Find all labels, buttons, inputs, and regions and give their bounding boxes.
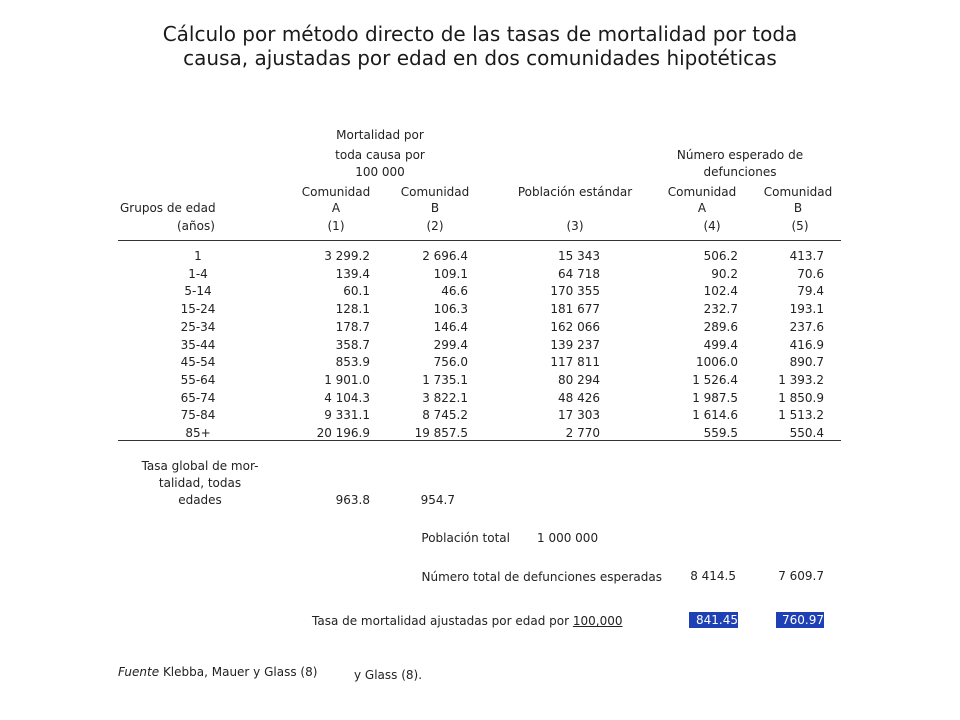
cell-age: 1 bbox=[194, 249, 202, 263]
col5-header-2: B bbox=[793, 201, 803, 215]
numero-total-label: Número total de defunciones esperadas bbox=[421, 570, 662, 584]
cell-c4: 506.2 bbox=[703, 249, 738, 263]
cell-c4: 102.4 bbox=[703, 284, 738, 298]
cell-c1: 139.4 bbox=[335, 267, 370, 281]
cell-c2: 3 822.1 bbox=[422, 391, 468, 405]
cell-c1: 1 901.0 bbox=[324, 373, 370, 387]
cell-c2: 8 745.2 bbox=[422, 408, 468, 422]
tasa-ajustada-c5: 760.97 bbox=[776, 612, 824, 628]
tasa-global-c2: 954.7 bbox=[420, 493, 455, 507]
cell-c3: 15 343 bbox=[558, 249, 600, 263]
fuente-label: Fuente bbox=[118, 665, 160, 679]
cell-c2: 19 857.5 bbox=[414, 426, 468, 440]
cell-c1: 178.7 bbox=[335, 320, 370, 334]
cell-c5: 79.4 bbox=[797, 284, 824, 298]
cell-c5: 890.7 bbox=[789, 355, 824, 369]
cell-c1: 20 196.9 bbox=[316, 426, 370, 440]
header-esperado-2: defunciones bbox=[703, 165, 777, 179]
cell-age: 5-14 bbox=[184, 284, 212, 298]
cell-c4: 232.7 bbox=[703, 302, 738, 316]
col5-header-1: Comunidad bbox=[763, 185, 833, 199]
cell-c4: 1 987.5 bbox=[692, 391, 738, 405]
cell-c1: 358.7 bbox=[335, 338, 370, 352]
cell-c5: 1 513.2 bbox=[778, 408, 824, 422]
cell-age: 15-24 bbox=[180, 302, 216, 316]
cell-c5: 1 393.2 bbox=[778, 373, 824, 387]
page-title: Cálculo por método directo de las tasas de mortalidad por toda causa, ajustadas por edad en dos comunidades hipotéticas bbox=[162, 22, 798, 70]
cell-c4: 1006.0 bbox=[696, 355, 738, 369]
cell-c4: 1 614.6 bbox=[692, 408, 738, 422]
cell-c2: 106.3 bbox=[433, 302, 468, 316]
body-rule bbox=[118, 440, 841, 441]
cell-c2: 756.0 bbox=[433, 355, 468, 369]
cell-c3: 17 303 bbox=[558, 408, 600, 422]
numero-total-c5: 7 609.7 bbox=[778, 569, 824, 583]
cell-c3: 48 426 bbox=[558, 391, 600, 405]
cell-c1: 60.1 bbox=[343, 284, 370, 298]
cell-c3: 181 677 bbox=[550, 302, 600, 316]
cell-c5: 550.4 bbox=[789, 426, 824, 440]
cell-c5: 416.9 bbox=[789, 338, 824, 352]
cell-c1: 9 331.1 bbox=[324, 408, 370, 422]
cell-age: 85+ bbox=[185, 426, 211, 440]
fuente-line bbox=[118, 665, 317, 679]
col1-header-2: A bbox=[331, 201, 341, 215]
cell-c5: 193.1 bbox=[789, 302, 824, 316]
col2-header-1: Comunidad bbox=[400, 185, 470, 199]
cell-c2: 46.6 bbox=[441, 284, 468, 298]
cell-c1: 853.9 bbox=[335, 355, 370, 369]
cell-c2: 1 735.1 bbox=[422, 373, 468, 387]
cell-c4: 90.2 bbox=[711, 267, 738, 281]
col2-header-2: B bbox=[430, 201, 440, 215]
cell-age: 75-84 bbox=[180, 408, 216, 422]
tasa-ajustada-label: Tasa de mortalidad ajustadas por edad por 100,000 bbox=[312, 614, 623, 628]
cell-c3: 64 718 bbox=[558, 267, 600, 281]
tasa-ajustada-c4: 841.45 bbox=[689, 612, 738, 628]
cell-c4: 499.4 bbox=[703, 338, 738, 352]
col5-header-3: (5) bbox=[791, 219, 809, 233]
col4-header-1: Comunidad bbox=[667, 185, 737, 199]
col2-header-3: (2) bbox=[426, 219, 444, 233]
cell-c5: 413.7 bbox=[789, 249, 824, 263]
tasa-global-label-1: Tasa global de mor- bbox=[141, 459, 259, 473]
cell-c2: 146.4 bbox=[433, 320, 468, 334]
col3-header-2: (3) bbox=[566, 219, 584, 233]
cell-c4: 289.6 bbox=[703, 320, 738, 334]
cell-c5: 1 850.9 bbox=[778, 391, 824, 405]
tasa-ajustada-per: 100,000 bbox=[572, 614, 623, 628]
header-mortalidad-2: toda causa por bbox=[335, 148, 425, 162]
fuente-extra: y Glass (8). bbox=[354, 668, 423, 682]
col1-header-1: Comunidad bbox=[301, 185, 371, 199]
fuente-text: Klebba, Mauer y Glass (8) bbox=[162, 665, 318, 679]
cell-c4: 1 526.4 bbox=[692, 373, 738, 387]
cell-c5: 237.6 bbox=[789, 320, 824, 334]
col1-header-3: (1) bbox=[327, 219, 345, 233]
header-mortalidad-3: 100 000 bbox=[355, 165, 405, 179]
cell-age: 25-34 bbox=[180, 320, 216, 334]
cell-c1: 128.1 bbox=[335, 302, 370, 316]
poblacion-total-label: Población total bbox=[421, 531, 510, 545]
cell-c4: 559.5 bbox=[703, 426, 738, 440]
numero-total-c4: 8 414.5 bbox=[690, 569, 736, 583]
cell-c3: 80 294 bbox=[558, 373, 600, 387]
cell-c3: 117 811 bbox=[550, 355, 600, 369]
poblacion-total-value: 1 000 000 bbox=[537, 531, 599, 545]
cell-c3: 170 355 bbox=[550, 284, 600, 298]
cell-age: 65-74 bbox=[180, 391, 216, 405]
cell-age: 55-64 bbox=[180, 373, 216, 387]
tasa-global-c1: 963.8 bbox=[335, 493, 370, 507]
col4-header-3: (4) bbox=[703, 219, 721, 233]
cell-c1: 3 299.2 bbox=[324, 249, 370, 263]
grupos-de-edad-label: Grupos de edad bbox=[120, 201, 216, 215]
cell-c2: 2 696.4 bbox=[422, 249, 468, 263]
cell-age: 1-4 bbox=[188, 267, 208, 281]
cell-age: 35-44 bbox=[180, 338, 216, 352]
tasa-global-label-2: talidad, todas bbox=[158, 476, 242, 490]
cell-c1: 4 104.3 bbox=[324, 391, 370, 405]
cell-c3: 2 770 bbox=[565, 426, 600, 440]
cell-c3: 162 066 bbox=[550, 320, 600, 334]
anos-label: (años) bbox=[177, 219, 215, 233]
tasa-global-label-3: edades bbox=[178, 493, 222, 507]
col4-header-2: A bbox=[697, 201, 707, 215]
col3-header-1: Población estándar bbox=[517, 185, 633, 199]
cell-c3: 139 237 bbox=[550, 338, 600, 352]
header-mortalidad-1: Mortalidad por bbox=[336, 128, 424, 142]
header-rule bbox=[118, 240, 841, 241]
cell-c2: 299.4 bbox=[433, 338, 468, 352]
cell-c5: 70.6 bbox=[797, 267, 824, 281]
header-esperado-1: Número esperado de bbox=[676, 148, 804, 162]
cell-age: 45-54 bbox=[180, 355, 216, 369]
cell-c2: 109.1 bbox=[433, 267, 468, 281]
